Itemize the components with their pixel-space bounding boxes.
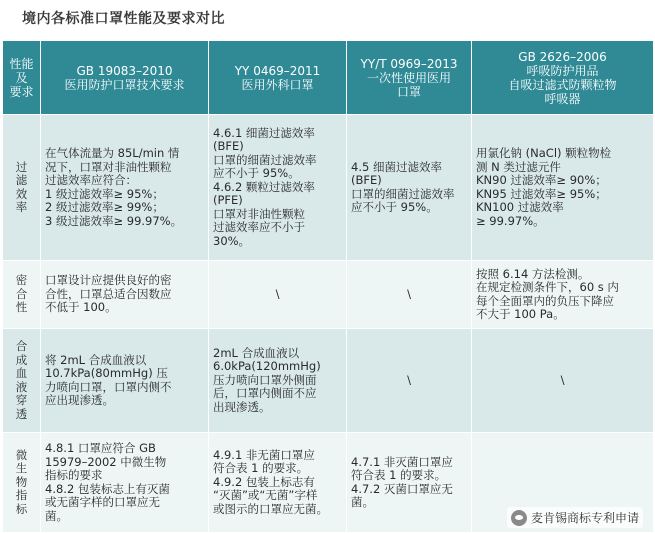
cell-line: 不低于 100。	[45, 300, 117, 315]
cell-line: 应不小于 95%。	[213, 166, 300, 181]
row-label-microbial	[3, 433, 41, 533]
page-title: 境内各标准口罩性能及要求对比	[22, 11, 225, 27]
cell-line: 10.7kPa(80mmHg) 压	[45, 366, 168, 380]
cell-line: 符合表 1 的要求。	[213, 461, 309, 476]
cell-yyt0969-fit	[347, 261, 472, 329]
cell-line: 6.0kPa(120mmHg)	[213, 359, 321, 374]
cell-gb2626-filtration	[472, 115, 654, 261]
cell-line: \	[407, 286, 411, 301]
cell-line: 医用外科口罩	[241, 77, 314, 92]
cell-line: 过	[15, 159, 28, 174]
cell-line: “灭菌”或“无菌”字样	[213, 488, 318, 503]
wechat-icon	[511, 510, 527, 526]
table-row	[3, 261, 654, 329]
cell-line: 将 2mL 合成血液以	[45, 352, 147, 367]
cell-line: 性能	[9, 56, 34, 71]
cell-line: 用氯化钠 (NaCl) 颗粒物检	[476, 146, 612, 160]
cell-line: 应不小于 95%。	[351, 200, 438, 214]
cell-line: 液	[15, 379, 28, 394]
cell-line: 4.8.1 口罩应符合 GB	[45, 441, 156, 455]
cell-line: \	[560, 372, 565, 387]
header-property	[3, 41, 41, 115]
cell-line: 在气体流量为 85L/min 情	[45, 146, 180, 160]
cell-line: 测 N 类过滤元件	[476, 159, 561, 174]
cell-line: 一次性使用医用	[366, 70, 451, 85]
cell-line: 后，口罩内侧面不应	[213, 386, 317, 401]
cell-line: 呼吸防护用品	[526, 63, 599, 78]
cell-line: 口罩的细菌过滤效率	[213, 152, 317, 167]
cell-yy0469-blood	[209, 329, 347, 433]
cell-line: 合	[15, 286, 28, 301]
cell-line: 菌。	[351, 495, 374, 509]
cell-yy0469-filtration	[209, 115, 347, 261]
row-label-blood	[3, 329, 41, 433]
cell-line: 指	[15, 488, 28, 503]
row-label-fit	[3, 261, 41, 329]
cell-line: KN100 过滤效率	[476, 200, 564, 214]
cell-gb2626-fit	[472, 261, 654, 329]
cell-line: GB 19083–2010	[76, 63, 173, 78]
cell-yy0469-microbial	[209, 433, 347, 533]
cell-line: 不大于 100 Pa。	[476, 307, 565, 321]
cell-line: 30%。	[213, 233, 251, 248]
cell-line: 透	[15, 406, 28, 421]
cell-line: 及	[15, 70, 28, 85]
cell-line: 微	[15, 447, 28, 462]
cell-line: 或无菌字样的口罩应无	[45, 495, 160, 509]
cell-line: 标	[15, 501, 28, 516]
cell-line: 滤	[15, 173, 28, 187]
cell-line: 自吸过滤式防颗粒物	[508, 77, 617, 92]
cell-line: (BFE)	[213, 139, 244, 154]
cell-line: 1 级过滤效率≥ 95%；	[45, 186, 164, 201]
cell-line: 穿	[15, 393, 28, 407]
cell-line: 指标的要求	[45, 468, 103, 482]
cell-line: 符合表 1 的要求。	[351, 468, 447, 482]
cell-line: 4.9.1 非无菌口罩应	[213, 447, 315, 462]
cell-yyt0969-microbial	[347, 433, 472, 533]
cell-line: ≥ 99.97%。	[476, 213, 545, 228]
cell-line: 要求	[9, 84, 34, 99]
cell-line: 按照 6.14 方法检测。	[476, 266, 590, 281]
cell-line: KN95 过滤效率≥ 95%；	[476, 186, 607, 201]
cell-line: 口罩设计应提供良好的密	[45, 273, 172, 288]
cell-line: 压力喷向口罩外侧面	[213, 372, 317, 387]
cell-line: 菌。	[45, 508, 68, 523]
header-yyt0969	[347, 41, 472, 115]
cell-line: (BFE)	[351, 173, 382, 187]
cell-line: 过滤效率应符合：	[45, 173, 137, 187]
cell-line: KN90 过滤效率≥ 90%；	[476, 173, 607, 187]
table-row	[3, 329, 654, 433]
cell-line: 医用防护口罩技术要求	[64, 77, 185, 92]
watermark-text: 麦肯锡商标专利申请	[530, 511, 639, 525]
header-gb2626	[472, 41, 654, 115]
cell-line: \	[407, 372, 411, 387]
watermark	[507, 507, 643, 528]
cell-line: 血	[15, 366, 28, 380]
cell-line: 率	[15, 200, 28, 214]
cell-line: 性	[15, 300, 28, 315]
cell-line: 4.8.2 包装标志上有灭菌	[45, 481, 170, 496]
header-gb19083	[41, 41, 209, 115]
cell-gb19083-fit	[41, 261, 209, 329]
cell-line: 每个全面罩内的负压下降应	[476, 293, 614, 308]
cell-line: 合性，口罩总适合因数应	[45, 286, 172, 301]
cell-yy0469-fit	[209, 261, 347, 329]
cell-line: 生	[15, 461, 28, 476]
cell-line: 在规定检测条件下，60 s 内	[476, 280, 619, 294]
cell-line: 4.7.2 灭菌口罩应无	[351, 481, 453, 496]
header-row	[3, 41, 654, 115]
cell-line: 口罩	[396, 84, 421, 99]
cell-line: \	[275, 286, 280, 301]
cell-line: 2 级过滤效率≥ 99%；	[45, 200, 164, 214]
cell-line: 4.5 细菌过滤效率	[351, 159, 442, 174]
cell-line: YY/T 0969–2013	[360, 56, 458, 71]
cell-yyt0969-filtration	[347, 115, 472, 261]
table-row	[3, 115, 654, 261]
cell-line: 2mL 合成血液以	[213, 345, 300, 360]
cell-line: 应出现渗透。	[45, 393, 114, 407]
cell-gb19083-filtration	[41, 115, 209, 261]
cell-line: YY 0469–2011	[234, 63, 321, 78]
cell-line: 效	[15, 186, 28, 201]
cell-line: 4.6.2 颗粒过滤效率	[213, 179, 315, 194]
cell-line: GB 2626–2006	[518, 49, 607, 64]
cell-line: 成	[15, 352, 28, 367]
cell-line: 力喷向口罩，口罩内侧不	[45, 379, 172, 394]
cell-line: 15979–2002 中微生物	[45, 454, 167, 469]
cell-gb19083-blood	[41, 329, 209, 433]
row-label-filtration	[3, 115, 41, 261]
cell-line: 合	[15, 339, 28, 353]
cell-yyt0969-blood	[347, 329, 472, 433]
cell-line: 密	[15, 273, 28, 288]
cell-line: 或图示的口罩应无菌。	[213, 501, 328, 516]
cell-gb19083-microbial	[41, 433, 209, 533]
cell-line: 出现渗透。	[213, 399, 271, 414]
cell-line: 况下，口罩对非油性颗粒	[45, 159, 172, 174]
header-yy0469	[209, 41, 347, 115]
comparison-table	[2, 40, 654, 533]
cell-line: 过滤效率应不小于	[213, 220, 305, 235]
cell-line: 口罩对非油性颗粒	[213, 206, 305, 221]
cell-line: 3 级过滤效率≥ 99.97%。	[45, 213, 183, 228]
cell-line: 4.7.1 非灭菌口罩应	[351, 454, 453, 469]
cell-line: 4.9.2 包装上标志有	[213, 474, 315, 489]
cell-line: 口罩的细菌过滤效率	[351, 186, 455, 201]
cell-gb2626-blood	[472, 329, 654, 433]
cell-line: 4.6.1 细菌过滤效率	[213, 125, 315, 140]
cell-line: (PFE)	[213, 193, 243, 208]
cell-line: 物	[15, 474, 28, 489]
cell-line: 呼吸器	[544, 91, 581, 106]
